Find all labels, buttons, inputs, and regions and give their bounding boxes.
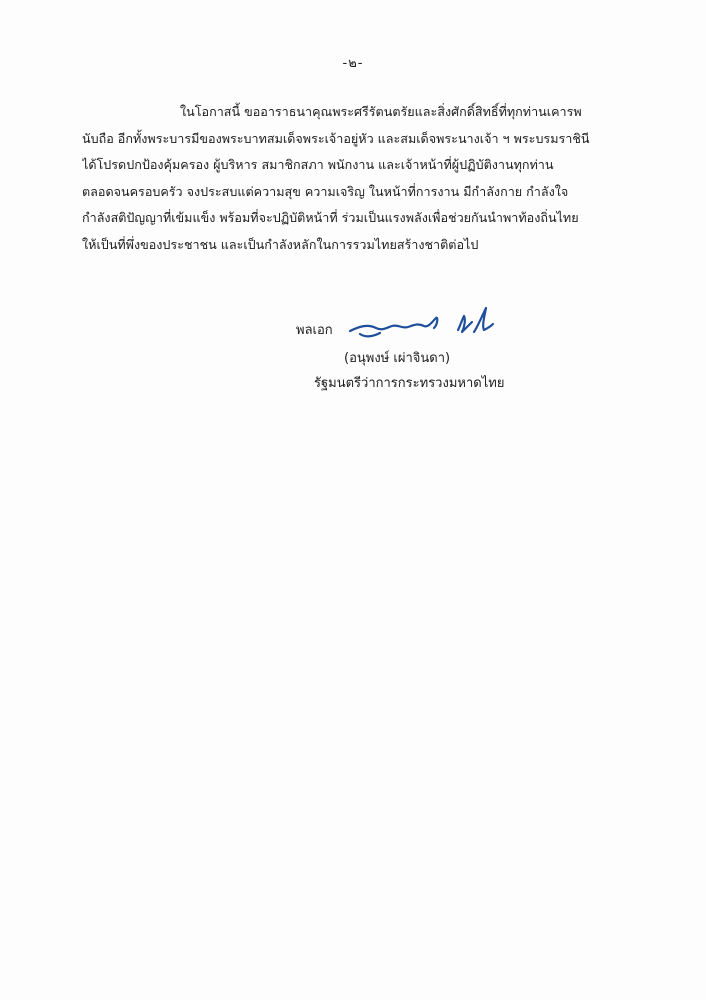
body-paragraph — [82, 99, 642, 258]
signature-stroke — [474, 308, 493, 332]
paragraph-line: ในโอกาสนี้ ขออาราธนาคุณพระศรีรัตนตรัยและสิ่งศักดิ์สิทธิ์ที่ทุกท่านเคารพ — [180, 104, 582, 119]
signer-name: (อนุพงษ์ เผ่าจินดา) — [344, 351, 451, 366]
signature-strokes — [350, 308, 493, 336]
signature-stroke — [360, 333, 380, 336]
paragraph-line: ได้โปรดปกป้องคุ้มครอง ผู้บริหาร สมาชิกสภา พนักงาน และเจ้าหน้าที่ผู้ปฏิบัติงานทุกท่าน — [82, 157, 554, 172]
handwritten-signature — [346, 304, 496, 348]
paragraph-line: นับถือ อีกทั้งพระบารมีของพระบาทสมเด็จพระเจ้าอยู่หัว และสมเด็จพระนางเจ้า ฯ พระบรมราชินี — [82, 130, 590, 146]
paragraph-line: ให้เป็นที่พึ่งของประชาชน และเป็นกำลังหลักในการรวมไทยสร้างชาติต่อไป — [82, 236, 479, 252]
paragraph-line: ตลอดจนครอบครัว จงประสบแต่ความสุข ความเจริญ ในหน้าที่การงาน มีกำลังกาย กำลังใจ — [82, 183, 569, 199]
signer-rank: พลเอก — [296, 323, 333, 338]
signature-stroke — [458, 316, 472, 332]
paragraph-line: กำลังสติปัญญาที่เข้มแข็ง พร้อมที่จะปฏิบัติหน้าที่ ร่วมเป็นแรงพลังเพื่อช่วยกันนำพาท้องถิ่นไทย — [82, 210, 579, 225]
page-number: -๒- — [342, 56, 364, 71]
signature-stroke — [350, 318, 437, 331]
signer-position: รัฐมนตรีว่าการกระทรวงมหาดไทย — [314, 376, 505, 391]
